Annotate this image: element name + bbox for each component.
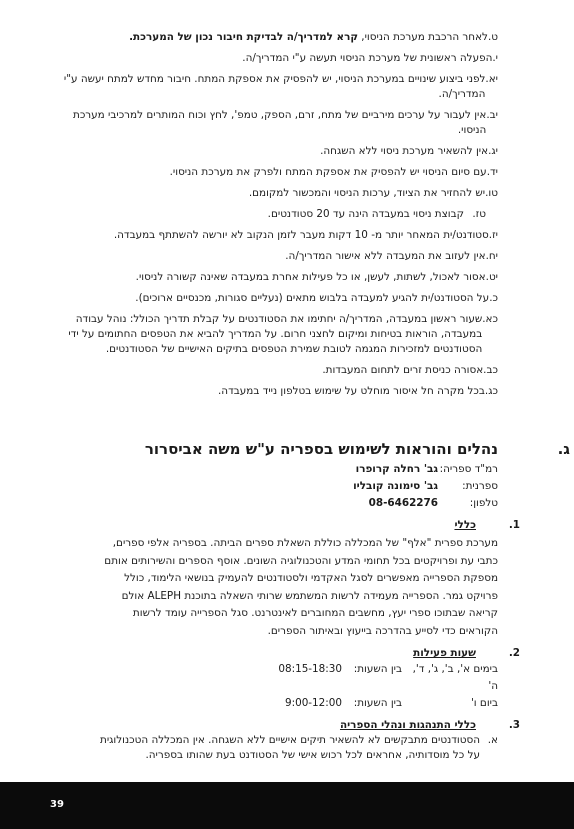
general-paragraph: מערכת ספרית "אלף" של המכללה כוללת השאלת ספרים הביתה. בספריה אלפי ספרים, כתבי עת ופרויקטים בכל תחומי המדע והטכנולוגיה השונים. אוסף הספרים והשירותים אותם מספקת הספרייה מאפשרים לסגל האקדמי ולסטודנטים להעמיק בנושאי הלימוד, כולל פרויקט גמר. הספרייה מעמידה לרשות המשתמש שרותי השאלה בתוכנת ALEPH אולם קריאה שבתוכו ספרי יעץ, מחשבים המחוברים לאינטרנט. סגל הספרייה עומד לרשות הקוראים כדי לסייע בהדרכה בייעוץ ובאיתור הספרים. xyxy=(104,537,498,637)
contact-row xyxy=(94,495,498,512)
rule-item xyxy=(58,312,498,357)
contact-row xyxy=(94,461,498,478)
rule-text: עם סיום הניסוי יש להפסיק את אספקת המתח ולפרק את מערכת הניסוי. xyxy=(169,166,487,178)
rule-number: כב . xyxy=(483,363,498,378)
rule-number: יג . xyxy=(488,144,498,159)
rule-text: על הסטודנט/ית להגיע למעבדה בלבוש מתאים (נעליים סגורות, מכנסיים ארוכים). xyxy=(135,292,490,304)
safety-rules-list xyxy=(58,30,498,405)
rule-text: קבוצת ניסוי במעבדה הינה עד 20 סטודנטים. xyxy=(267,208,464,220)
rule-emphasis: קרא למדריך/ה לבדיקת חיבור נכון של המערכת. xyxy=(129,31,358,43)
hours-time: 9:00-12:00 xyxy=(284,697,342,709)
hours-days: בימים א', ב', ג', ד', ה' xyxy=(412,663,498,692)
rule-text: לפני ביצוע שינויים במערכת הניסוי, יש להפסיק את אספקת המתח. חיבור מחדש למתח יעשה ע"י המדריך/ה. xyxy=(63,73,486,100)
library-contacts xyxy=(94,461,498,512)
rule-text: אין לעבור על ערכים מירביים של מתח, זרם, הספק, טמפ', לחץ וכוח המותרים למרכיבי מערכת הניסוי. xyxy=(72,109,487,136)
rule-item xyxy=(58,144,498,159)
rule-text: אסור לאכול, לשתות, לעשן, או כל פעילות אחרת במעבדה שאינה קשורה לניסוי. xyxy=(135,271,486,283)
rule-number: כ . xyxy=(489,291,498,306)
rule-item xyxy=(58,108,498,138)
subsection-title: כללי xyxy=(454,519,476,531)
conduct-text: הסטודנטים מתבקשים לא להשאיר תיקים אישיים ללא השגחה. אין המכללה הטכנולוגית על כל מוסדותיה, אחראים לכל רכוש אישי של הסטודנט בעת שהותו בספריה. xyxy=(99,734,480,761)
conduct-number: א . xyxy=(480,733,498,748)
rule-item xyxy=(58,51,498,66)
rule-item xyxy=(58,249,498,264)
rule-text: הפעלה ראשונית של מערכת הניסוי תעשה ע"י המדריך/ה. xyxy=(242,52,493,64)
rule-number: יח . xyxy=(486,249,498,264)
subsection-general xyxy=(94,518,520,640)
page-footer xyxy=(0,782,574,829)
rule-item xyxy=(58,363,498,378)
rule-item xyxy=(58,207,498,222)
subsection-number: 2 . xyxy=(498,646,520,661)
rule-item xyxy=(58,270,498,285)
hours-label: בין השעות: xyxy=(353,697,402,709)
rule-item xyxy=(58,228,498,243)
hours-row xyxy=(94,695,498,712)
rule-number: יד . xyxy=(487,165,498,180)
rule-item xyxy=(58,186,498,201)
rule-item xyxy=(58,72,498,102)
rule-item xyxy=(58,30,498,45)
subsection-number: 1 . xyxy=(498,518,520,533)
rule-text: יש להחזיר את הציוד, ערכות הניסוי והמכשור למקומם. xyxy=(248,187,486,199)
rule-number: כא . xyxy=(482,312,498,327)
hours-days: ביום ו' xyxy=(470,697,498,709)
hours-label: בין השעות: xyxy=(353,663,402,675)
rule-number: י . xyxy=(492,51,498,66)
subsection-hours xyxy=(94,646,520,712)
phone-number: 08-6462276 xyxy=(368,497,438,509)
rule-text: לאחר הרכבת מערכת הניסוי, קרא למדריך/ה לבדיקת חיבור נכון של המערכת. xyxy=(129,31,488,43)
rule-text: אין להשאיר מערכת ניסוי ללא השגחה. xyxy=(320,145,489,157)
rule-text: אסורה כניסת זרים לתחום המעבדות. xyxy=(322,364,484,376)
rule-text: בכל מקרה חל איסור מוחלט על שימוש בטלפון נייד במעבדה. xyxy=(218,385,485,397)
hours-time: 08:15-18:30 xyxy=(278,663,342,675)
hours-row xyxy=(94,661,498,695)
rule-number: ט . xyxy=(488,30,498,45)
contact-label: ספרנית: xyxy=(462,480,498,492)
contact-value: גב' סימונה קובליו xyxy=(353,480,438,492)
section-letter: ג. xyxy=(557,440,570,458)
rule-number: יא . xyxy=(485,72,498,87)
contact-label: רמ"ד ספריה: xyxy=(439,463,498,475)
rule-number: טו . xyxy=(485,186,498,201)
section-heading xyxy=(94,440,570,458)
rule-item xyxy=(58,384,498,399)
subsection-number: 3 . xyxy=(498,718,520,733)
section-title: נהלים והוראות לשימוש בספריה ע"ש משה אביסרור xyxy=(144,440,498,458)
rule-number: יב . xyxy=(486,108,498,123)
contact-label: טלפון: xyxy=(469,497,498,509)
subsection-conduct xyxy=(94,718,520,763)
rule-number: יז . xyxy=(489,228,498,243)
contact-row xyxy=(94,478,498,495)
subsection-title: שעות פעילות xyxy=(413,647,476,659)
rule-number: כג . xyxy=(485,384,498,399)
rule-text: סטודנט/ית המאחר יותר מ- 10 דקות מעבר לזמן הנקוב לא יורשה להשתתף במעבדה. xyxy=(113,229,489,241)
contact-value: גב' רחלה קרופרו xyxy=(355,463,438,475)
subsection-title: כללי התנהגות ונהלי הספריה xyxy=(339,719,476,731)
library-section xyxy=(94,440,570,763)
rule-number: יט . xyxy=(486,270,498,285)
rule-item xyxy=(58,291,498,306)
subsection-heading xyxy=(94,518,520,533)
rule-text: שעור ראשון במעבדה, המדריך/ה יחתימו את הסטודנטים על קבלת תדריך הכולל: נוהל עבודה במעבדה, הוראות בטיחות ומיקום לחצני חרום. על המדריך להביא את הטפסים החתומים על ידי הסטודנטים למזכירות המגמה לטובת שמירת הטפסים בתיקים האישיים של הסטודנטים. xyxy=(68,313,483,355)
page-number: 39 xyxy=(50,799,64,810)
conduct-item xyxy=(94,733,498,763)
rule-number: טז . xyxy=(464,207,486,222)
rule-text: אין לעזוב את המעבדה ללא אישור המדריך/ה. xyxy=(285,250,486,262)
rule-item xyxy=(58,165,498,180)
subsection-heading xyxy=(94,646,520,661)
subsection-heading xyxy=(94,718,520,733)
